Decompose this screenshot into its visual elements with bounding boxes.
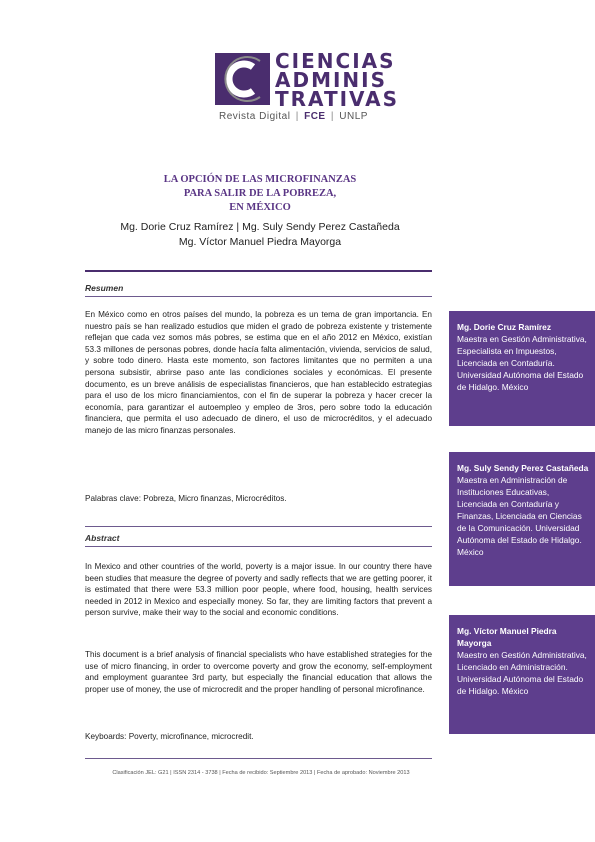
logo-text-line-1: CIENCIAS bbox=[275, 49, 396, 73]
logo-sub-unlp: UNLP bbox=[339, 111, 368, 122]
abstract-underline bbox=[85, 546, 432, 547]
logo-subtitle bbox=[219, 111, 368, 122]
title-line-2: PARA SALIR DE LA POBREZA, bbox=[183, 188, 337, 199]
logo-sub-separator: | bbox=[295, 111, 299, 122]
title-line-1: LA OPCIÓN DE LAS MICROFINANZAS bbox=[163, 174, 357, 185]
logo-emblem-icon bbox=[215, 53, 270, 105]
footer-rule bbox=[85, 758, 432, 759]
resumen-keywords: Palabras clave: Pobreza, Micro finanzas, Microcréditos. bbox=[85, 494, 287, 503]
logo-sub-fce: FCE bbox=[304, 111, 326, 122]
author-box-name: Mg. Víctor Manuel Piedra Mayorga bbox=[457, 626, 557, 648]
abstract-paragraph-2: This document is a brief analysis of financial specialists who have established strategies for the use of micro financing, in order to overcome poverty and grow the economy, self-employment and employment guarantee 3rd party, but especially the financial education that allows the proper use of money, the use of microcredit and the proper handling of personal microfinance. bbox=[85, 650, 432, 694]
resumen-heading: Resumen bbox=[85, 283, 124, 293]
abstract-heading: Abstract bbox=[85, 533, 120, 543]
title-line-3: EN MÉXICO bbox=[229, 202, 291, 213]
logo-sub-revista: Revista Digital bbox=[219, 111, 291, 122]
author-box-description: Maestra en Administración de Instituciones Educativas, Licenciada en Contaduría y Finanzas, Licenciada en Ciencias de la Comunicación. Universidad Autónoma del Estado de Hidalgo. México bbox=[457, 475, 582, 557]
article-title bbox=[100, 173, 420, 215]
author-box-1 bbox=[449, 311, 595, 426]
resumen-underline bbox=[85, 296, 432, 297]
author-box-2 bbox=[449, 452, 595, 586]
divider-top bbox=[85, 270, 432, 272]
authors-line-1: Mg. Dorie Cruz Ramírez | Mg. Suly Sendy Perez Castañeda bbox=[120, 221, 400, 233]
authors-line-2: Mg. Víctor Manuel Piedra Mayorga bbox=[178, 236, 342, 248]
publication-metadata: Clasificación JEL: G21 | ISSN 2314 - 3738 | Fecha de recibido: Septiembre 2013 | Fecha de aprobado: Noviembre 2013 bbox=[112, 770, 410, 776]
authors-block bbox=[80, 220, 440, 250]
abstract-keywords: Keyboards: Poverty, microfinance, microcredit. bbox=[85, 732, 254, 741]
author-box-name: Mg. Suly Sendy Perez Castañeda bbox=[457, 463, 589, 473]
resumen-paragraph: En México como en otros países del mundo, la pobreza es un tema de gran importancia. En nuestro país se han realizado estudios que miden el grado de pobreza existente y tristemente reflejan que cada vez somos más pobres, se estima que en el año 2012 en México, existían 53.3 millones de personas pobres, donde hacía falta alimentación, vivienda, servicios de salud, y sobre todo dinero. Hasta este momento, son factores limitantes que no permiten a una persona subsistir, abrirse paso ante las condiciones sociales y económicas. El presente documento, es un breve análisis de especialistas financieros, que han establecido estrategias para el uso de los micro financiamientos, con el fin de superar la pobreza y hacer crecer la economía, para garantizar el autoempleo y empleo de 3ros, pero sobre todo la educación financiera, que permita el uso adecuado de dinero, el uso de microcréditos, y el adecuado manejo de las micro finanzas personales. bbox=[85, 310, 432, 435]
abstract-paragraph-1: In Mexico and other countries of the world, poverty is a major issue. In our country there have been studies that measure the degree of poverty and sadly reflects that we are getting poorer, it is estimated that there were 53.3 million poor people, where food, housing, health services needed in 2012 in Mexico and especially money. So far, they are limiting factors that prevent a person survive, make their way to the social and economic conditions. bbox=[85, 562, 432, 618]
author-box-name: Mg. Dorie Cruz Ramírez bbox=[457, 322, 552, 332]
logo-sub-separator-2: | bbox=[330, 111, 334, 122]
logo-text-line-2: ADMINIS bbox=[275, 68, 388, 92]
logo-text-line-3: TRATIVAS bbox=[275, 87, 400, 111]
author-box-3 bbox=[449, 615, 595, 734]
abstract-overline bbox=[85, 526, 432, 527]
author-box-description: Maestro en Gestión Administrativa, Licenciado en Administración. Universidad Autónoma del Estado de Hidalgo. México bbox=[457, 650, 587, 696]
author-box-description: Maestra en Gestión Administrativa, Especialista en Impuestos, Licenciada en Contaduría. Universidad Autónoma del Estado de Hidalgo. México bbox=[457, 334, 587, 392]
